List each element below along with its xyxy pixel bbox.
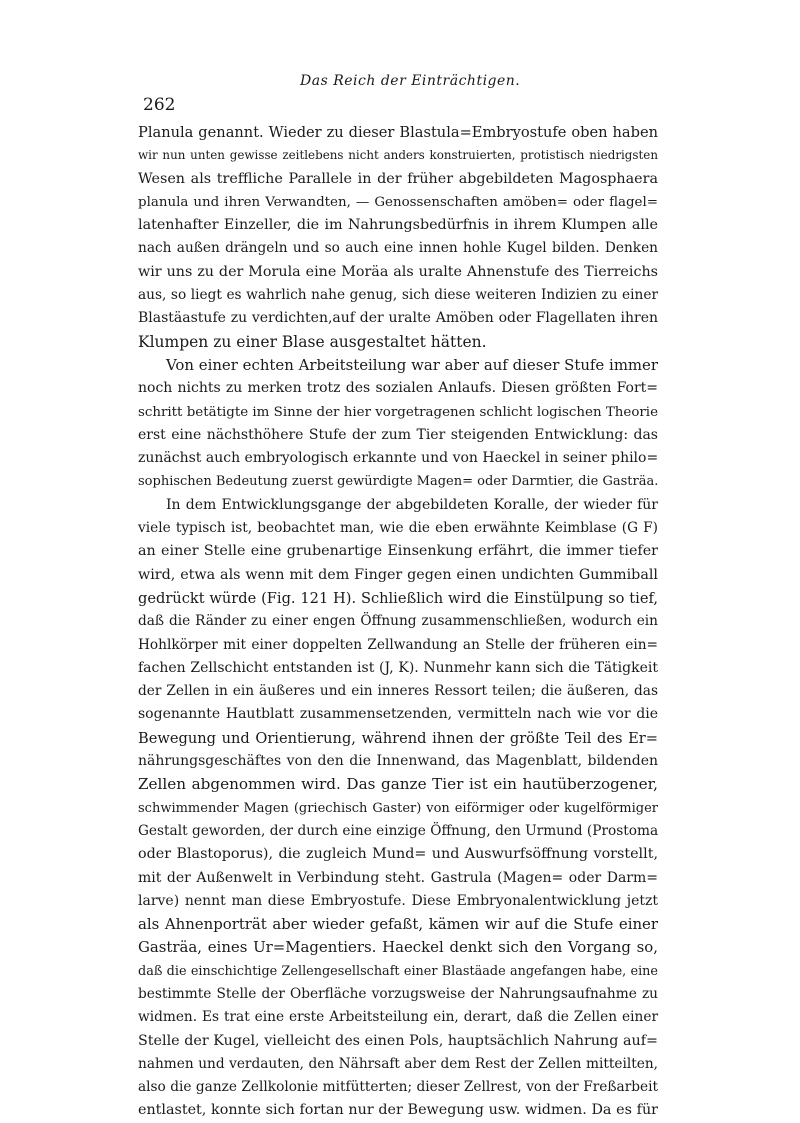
text-line: Gestalt geworden, der durch eine einzige Öffnung, den Urmund (Prostoma <box>138 822 659 839</box>
running-title: Das Reich der Einträchtigen. <box>300 73 521 89</box>
text-line: widmen. Es trat eine erste Arbeitsteilung ein, derart, daß die Zellen einer <box>138 1009 658 1026</box>
text-line: Zellen abgenommen wird. Das ganze Tier ist ein hautüberzogener, <box>138 775 658 794</box>
text-line: Bewegung und Orientierung, während ihnen der größte Teil des Er= <box>138 729 658 747</box>
text-line: sogenannte Hautblatt zusammensetzenden, vermitteln nach wie vor die <box>138 706 658 723</box>
text-line: oder Blastoporus), die zugleich Mund= und Auswurfsöffnung vorstellt, <box>138 846 658 863</box>
text-line: wir uns zu der Morula eine Moräa als uralte Ahnenstufe des Tierreichs <box>138 263 658 280</box>
text-line: Wesen als treffliche Parallele in der früher abgebildeten Magosphaera <box>138 170 658 187</box>
text-line: Stelle der Kugel, vielleicht des einen Pols, hauptsächlich Nahrung auf= <box>138 1032 658 1049</box>
text-line: schwimmender Magen (griechisch Gaster) von eiförmiger oder kugelförmiger <box>138 800 658 816</box>
text-line: fachen Zellschicht entstanden ist (J, K). Nunmehr kann sich die Tätigkeit <box>138 659 658 676</box>
text-line: In dem Entwicklungsgange der abgebildeten Koralle, der wieder für <box>166 496 658 513</box>
text-line: gedrückt würde (Fig. 121 H). Schließlich wird die Einstülpung so tief, <box>138 589 658 607</box>
body-text <box>138 121 658 1123</box>
text-line: wird, etwa als wenn mit dem Finger gegen einen undichten Gummiball <box>138 566 658 583</box>
text-line: mit der Außenwelt in Verbindung steht. Gastrula (Magen= oder Darm= <box>138 869 658 886</box>
text-line: erst eine nächsthöhere Stufe der zum Tier steigenden Entwicklung: das <box>138 426 658 443</box>
text-line: latenhafter Einzeller, die im Nahrungsbedürfnis in ihrem Klumpen alle <box>138 217 658 234</box>
text-line: viele typisch ist, beobachtet man, wie die eben erwähnte Keimblase (G F) <box>138 520 658 537</box>
text-line: schritt betätigte im Sinne der hier vorgetragenen schlicht logischen Theorie <box>138 404 658 420</box>
text-line: wir nun unten gewisse zeitlebens nicht anders konstruierten, protistisch niedrigsten <box>138 148 658 163</box>
text-line: nach außen drängeln und so auch eine innen hohle Kugel bilden. Denken <box>138 240 658 257</box>
text-line: als Ahnenporträt aber wieder gefaßt, kämen wir auf die Stufe einer <box>138 915 658 934</box>
text-line: Klumpen zu einer Blase ausgestaltet hätten. <box>138 332 487 351</box>
text-line: daß die einschichtige Zellengesellschaft einer Blastäade angefangen habe, eine <box>138 963 658 979</box>
text-line: Hohlkörper mit einer doppelten Zellwandung an Stelle der früheren ein= <box>138 636 658 653</box>
text-line: entlastet, konnte sich fortan nur der Bewegung usw. widmen. Da es für <box>138 1102 658 1119</box>
text-line: zunächst auch embryologisch erkannte und von Haeckel in seiner philo= <box>138 450 659 467</box>
text-line: sophischen Bedeutung zuerst gewürdigte Magen= oder Darmtier, die Gasträa. <box>138 474 659 490</box>
text-line: nährungsgeschäftes von den die Innenwand, das Magenblatt, bildenden <box>138 753 658 770</box>
text-line: nahmen und verdauten, den Nährsaft aber dem Rest der Zellen mitteilten, <box>138 1055 658 1072</box>
text-line: larve) nennt man diese Embryostufe. Diese Embryonalentwicklung jetzt <box>138 892 658 909</box>
text-line: Blastäastufe zu verdichten,auf der uralte Amöben oder Flagellaten ihren <box>138 310 658 327</box>
page-number: 262 <box>143 95 176 115</box>
text-line: noch nichts zu merken trotz des sozialen Anlaufs. Diesen größten Fort= <box>138 380 658 397</box>
text-line: der Zellen in ein äußeres und ein inneres Ressort teilen; die äußeren, das <box>138 683 658 700</box>
text-line: bestimmte Stelle der Oberfläche vorzugsweise der Nahrungsaufnahme zu <box>138 985 658 1002</box>
text-line: Gasträa, eines Ur=Magentiers. Haeckel denkt sich den Vorgang so, <box>138 938 658 957</box>
text-line: Von einer echten Arbeitsteilung war aber auf dieser Stufe immer <box>166 355 658 374</box>
text-line: Planula genannt. Wieder zu dieser Blastula=Embryostufe oben haben <box>138 124 658 141</box>
text-line: an einer Stelle eine grubenartige Einsenkung erfährt, die immer tiefer <box>138 543 658 560</box>
text-line: also die ganze Zellkolonie mitfütterten; dieser Zellrest, von der Freßarbeit <box>138 1079 658 1096</box>
text-line: daß die Ränder zu einer engen Öffnung zusammenschließen, wodurch ein <box>138 613 658 630</box>
text-line: planula und ihren Verwandten, — Genossenschaften amöben= oder flagel= <box>138 194 658 210</box>
text-line: aus, so liegt es wahrlich nahe genug, sich diese weiteren Indizien zu einer <box>138 287 658 304</box>
